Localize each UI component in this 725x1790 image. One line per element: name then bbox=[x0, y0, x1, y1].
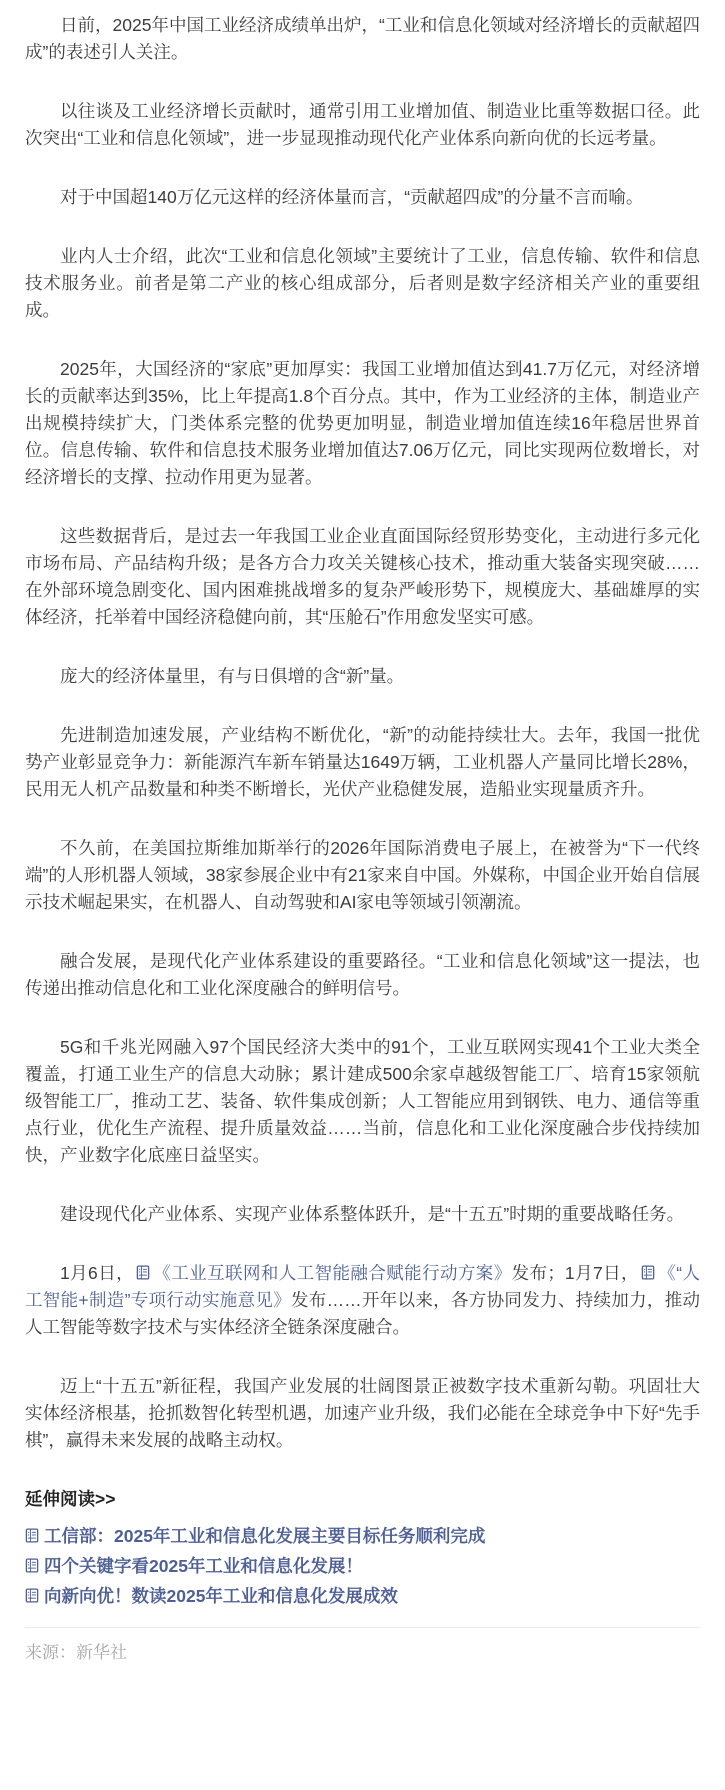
paragraph: 不久前，在美国拉斯维加斯举行的2026年国际消费电子展上，在被誉为“下一代终端”的人形机器人领域，38家参展企业中有21家来自中国。外媒称，中国企业开始自信展示技术崛起果实，在机器人、自动驾驶和AI家电等领域引领潮流。 bbox=[25, 838, 700, 912]
paragraph-text: 发布……开年以来，各方协同发力、持续加力，推动人工智能等数字技术与实体经济全链条深度融合。 bbox=[25, 1290, 700, 1337]
related-article-link-miit-targets-completed[interactable] bbox=[25, 1521, 700, 1551]
paragraph: 业内人士介绍，此次“工业和信息化领域”主要统计了工业，信息传输、软件和信息技术服务业。前者是第二产业的核心组成部分，后者则是数字经济相关产业的重要组成。 bbox=[25, 246, 700, 320]
paragraph: 迈上“十五五”新征程，我国产业发展的壮阔图景正被数字技术重新勾勒。巩固壮大实体经济根基，抢抓数智化转型机遇，加速产业升级，我们必能在全球竞争中下好“先手棋”，赢得未来发展的战略主动权。 bbox=[25, 1376, 700, 1450]
document-icon bbox=[136, 1265, 150, 1280]
article-body bbox=[25, 12, 700, 1454]
paragraph: 先进制造加速发展，产业结构不断优化，“新”的动能持续壮大。去年，我国一批优势产业彰显竞争力：新能源汽车新车销量达1649万辆，工业机器人产量同比增长28%，民用无人机产品数量和种类不断增长，光伏产业稳健发展，造船业实现量质齐升。 bbox=[25, 725, 700, 799]
paragraph: 以往谈及工业经济增长贡献时，通常引用工业增加值、制造业比重等数据口径。此次突出“工业和信息化领域”，进一步显现推动现代化产业体系向新向优的长远考量。 bbox=[25, 101, 700, 148]
article-footer bbox=[25, 1627, 700, 1665]
paragraph-with-links bbox=[25, 1260, 700, 1341]
inline-policy-link-ai-plus-manufacturing-opinions[interactable]: 《“人工智能+制造”专项行动实施意见》 bbox=[25, 1263, 701, 1310]
related-article-link-label: 四个关键字看2025年工业和信息化发展！ bbox=[44, 1556, 363, 1576]
document-icon bbox=[25, 1528, 39, 1543]
paragraph-text: 发布；1月7日， bbox=[511, 1263, 639, 1283]
extended-reading-section bbox=[25, 1486, 700, 1611]
extended-reading-heading: 延伸阅读>> bbox=[25, 1489, 116, 1509]
document-icon bbox=[641, 1265, 655, 1280]
paragraph: 5G和千兆光网融入97个国民经济大类中的91个，工业互联网实现41个工业大类全覆盖，打通工业生产的信息大动脉；累计建成500余家卓越级智能工厂、培育15家领航级智能工厂，推动工艺、装备、软件集成创新；人工智能应用到钢铁、电力、通信等重点行业，优化生产流程、提升质量效益……当前，信息化和工业化深度融合步伐持续加快，产业数字化底座日益坚实。 bbox=[25, 1037, 700, 1165]
paragraph-text: 1月6日， bbox=[60, 1263, 135, 1283]
paragraph: 融合发展，是现代化产业体系建设的重要路径。“工业和信息化领域”这一提法，也传递出推动信息化和工业化深度融合的鲜明信号。 bbox=[25, 951, 700, 998]
document-icon bbox=[25, 1558, 39, 1573]
document-icon bbox=[25, 1588, 39, 1603]
related-article-link-data-readout[interactable] bbox=[25, 1581, 700, 1611]
related-article-link-label: 工信部：2025年工业和信息化发展主要目标任务顺利完成 bbox=[44, 1526, 486, 1546]
related-article-link-label: 向新向优！数读2025年工业和信息化发展成效 bbox=[44, 1586, 398, 1606]
paragraph: 对于中国超140万亿元这样的经济体量而言，“贡献超四成”的分量不言而喻。 bbox=[60, 187, 644, 207]
paragraph: 建设现代化产业体系、实现产业体系整体跃升，是“十五五”时期的重要战略任务。 bbox=[60, 1204, 685, 1224]
paragraph: 庞大的经济体量里，有与日俱增的含“新”量。 bbox=[60, 666, 405, 686]
paragraph: 日前，2025年中国工业经济成绩单出炉，“工业和信息化领域对经济增长的贡献超四成”的表述引人关注。 bbox=[25, 15, 700, 62]
related-article-link-four-keywords[interactable] bbox=[25, 1551, 700, 1581]
paragraph: 2025年，大国经济的“家底”更加厚实：我国工业增加值达到41.7万亿元，对经济增长的贡献率达到35%，比上年提高1.8个百分点。其中，作为工业经济的主体，制造业产出规模持续扩大，门类体系完整的优势更加明显，制造业增加值连续16年稳居世界首位。信息传输、软件和信息技术服务业增加值达7.06万亿元，同比实现两位数增长，对经济增长的支撑、拉动作用更为显著。 bbox=[25, 359, 700, 487]
paragraph: 这些数据背后，是过去一年我国工业企业直面国际经贸形势变化，主动进行多元化市场布局、产品结构升级；是各方合力攻关关键核心技术，推动重大装备实现突破……在外部环境急剧变化、国内困难挑战增多的复杂严峻形势下，规模庞大、基础雄厚的实体经济，托举着中国经济稳健向前，其“压舱石”作用愈发坚实可感。 bbox=[25, 526, 700, 627]
source-label: 来源：新华社 bbox=[25, 1643, 127, 1662]
inline-policy-link-industrial-internet-ai-plan[interactable]: 《工业互联网和人工智能融合赋能行动方案》 bbox=[153, 1263, 512, 1283]
